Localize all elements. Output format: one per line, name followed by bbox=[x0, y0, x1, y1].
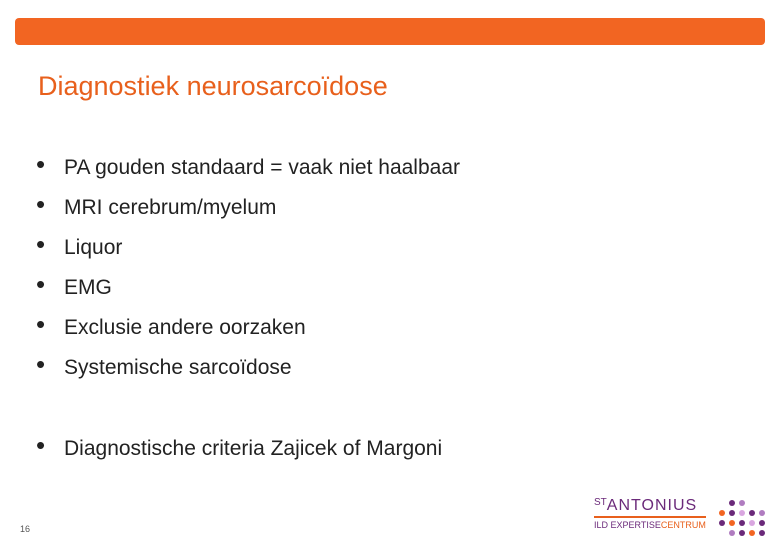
bullet-dot-icon: • bbox=[36, 309, 46, 339]
logo-subtitle bbox=[594, 520, 706, 530]
bullet-dot-icon: • bbox=[36, 269, 46, 299]
logo-wordmark bbox=[594, 497, 697, 515]
bullet-dot-icon: • bbox=[36, 189, 46, 219]
bullet-text: EMG bbox=[64, 276, 112, 299]
bullet-text: Exclusie andere oorzaken bbox=[64, 316, 306, 339]
logo-name: ANTONIUS bbox=[606, 497, 698, 514]
bullet-dot-icon: • bbox=[36, 229, 46, 259]
logo-dots-icon bbox=[712, 497, 772, 537]
bullet-dot-icon: • bbox=[36, 430, 46, 460]
logo-superscript: ST bbox=[594, 497, 607, 508]
bullet-text: Diagnostische criteria Zajicek of Margoni bbox=[64, 437, 443, 460]
logo-subtitle-part1: ILD EXPERTISE bbox=[594, 520, 661, 530]
slide-title: Diagnostiek neurosarcoïdose bbox=[38, 71, 388, 101]
logo-subtitle-part2: CENTRUM bbox=[660, 520, 706, 530]
bullet-text: Systemische sarcoïdose bbox=[64, 356, 292, 379]
bullet-dot-icon: • bbox=[36, 149, 46, 179]
bullet-text: Liquor bbox=[64, 236, 123, 259]
bullet-dot-icon: • bbox=[36, 349, 46, 379]
page-number: 16 bbox=[20, 524, 31, 534]
bullet-text: MRI cerebrum/myelum bbox=[64, 196, 277, 219]
header-bar bbox=[15, 18, 765, 45]
st-antonius-logo bbox=[592, 497, 772, 537]
logo-underline bbox=[594, 516, 706, 518]
bullet-text: PA gouden standaard = vaak niet haalbaar bbox=[64, 156, 460, 179]
